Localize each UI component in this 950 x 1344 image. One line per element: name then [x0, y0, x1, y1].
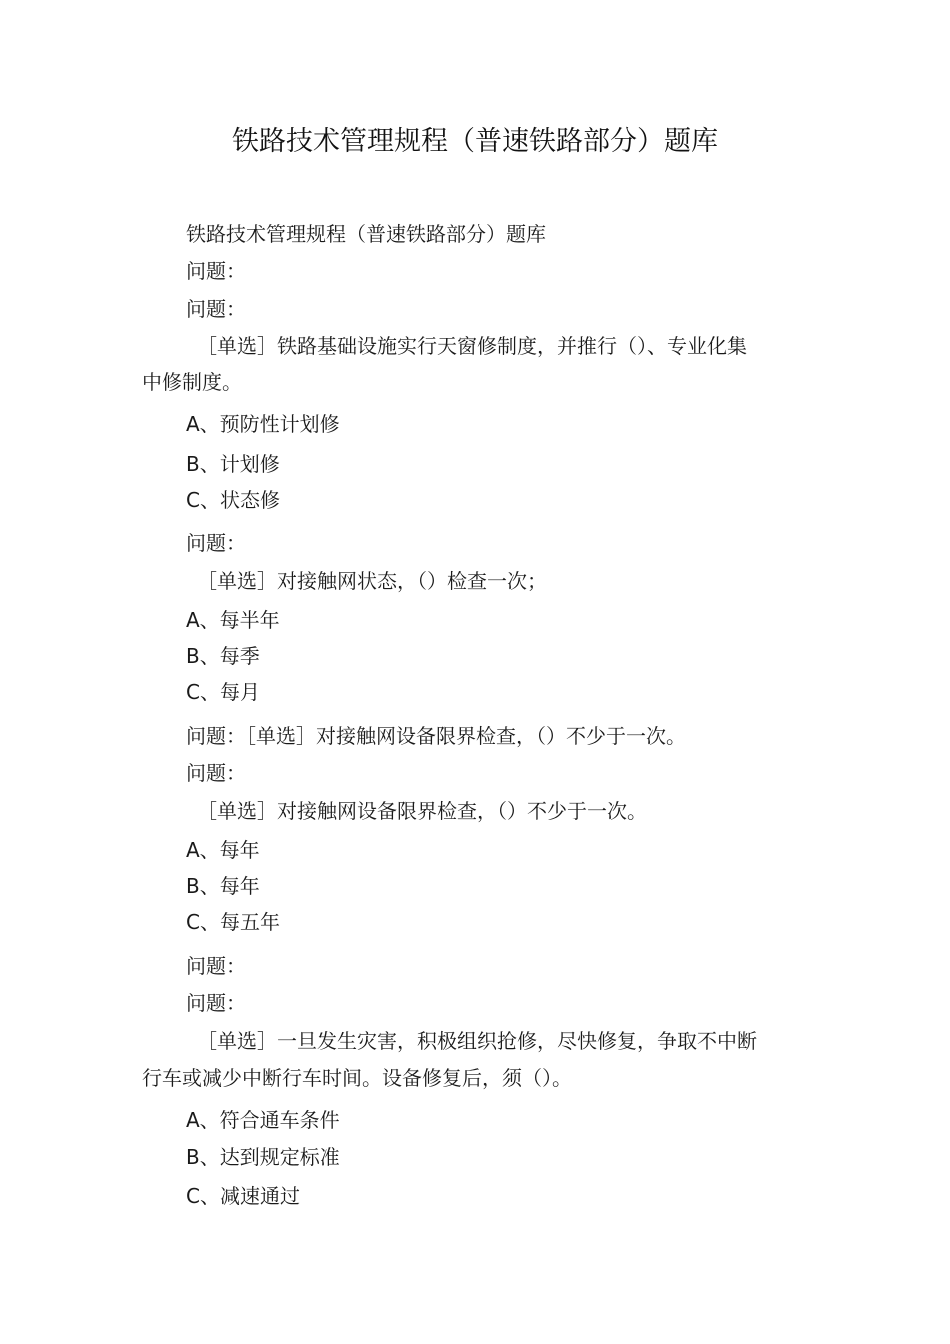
intro-line: 铁路技术管理规程（普速铁路部分）题库	[186, 222, 546, 246]
question-text: 问题：［单选］对接触网设备限界检查，（）不少于一次。	[186, 724, 686, 748]
answer-option: B、每年	[186, 874, 260, 898]
question-label: 问题：	[186, 954, 246, 978]
question-text: ［单选］一旦发生灾害，积极组织抢修，尽快修复，争取不中断	[197, 1029, 757, 1053]
answer-option: C、减速通过	[186, 1184, 300, 1208]
question-label: 问题：	[186, 531, 246, 555]
document-title: 铁路技术管理规程（普速铁路部分）题库	[232, 126, 718, 157]
question-text: ［单选］对接触网设备限界检查，（）不少于一次。	[197, 799, 647, 823]
question-label: 问题：	[186, 259, 246, 283]
answer-option: C、状态修	[186, 488, 280, 512]
question-label: 问题：	[186, 991, 246, 1015]
question-text: ［单选］铁路基础设施实行天窗修制度，并推行（）、专业化集	[197, 334, 747, 358]
question-label: 问题：	[186, 297, 246, 321]
answer-option: B、达到规定标准	[186, 1145, 340, 1169]
question-label: 问题：	[186, 761, 246, 785]
answer-option: A、每半年	[186, 608, 280, 632]
question-text: ［单选］对接触网状态，（）检查一次；	[197, 569, 547, 593]
question-text-continued: 行车或减少中断行车时间。设备修复后，须（）。	[142, 1066, 572, 1090]
question-text-continued: 中修制度。	[142, 370, 242, 394]
answer-option: C、每月	[186, 680, 260, 704]
answer-option: C、每五年	[186, 910, 280, 934]
answer-option: A、每年	[186, 838, 260, 862]
answer-option: A、预防性计划修	[186, 412, 340, 436]
answer-option: B、每季	[186, 644, 260, 668]
answer-option: B、计划修	[186, 452, 280, 476]
answer-option: A、符合通车条件	[186, 1108, 340, 1132]
